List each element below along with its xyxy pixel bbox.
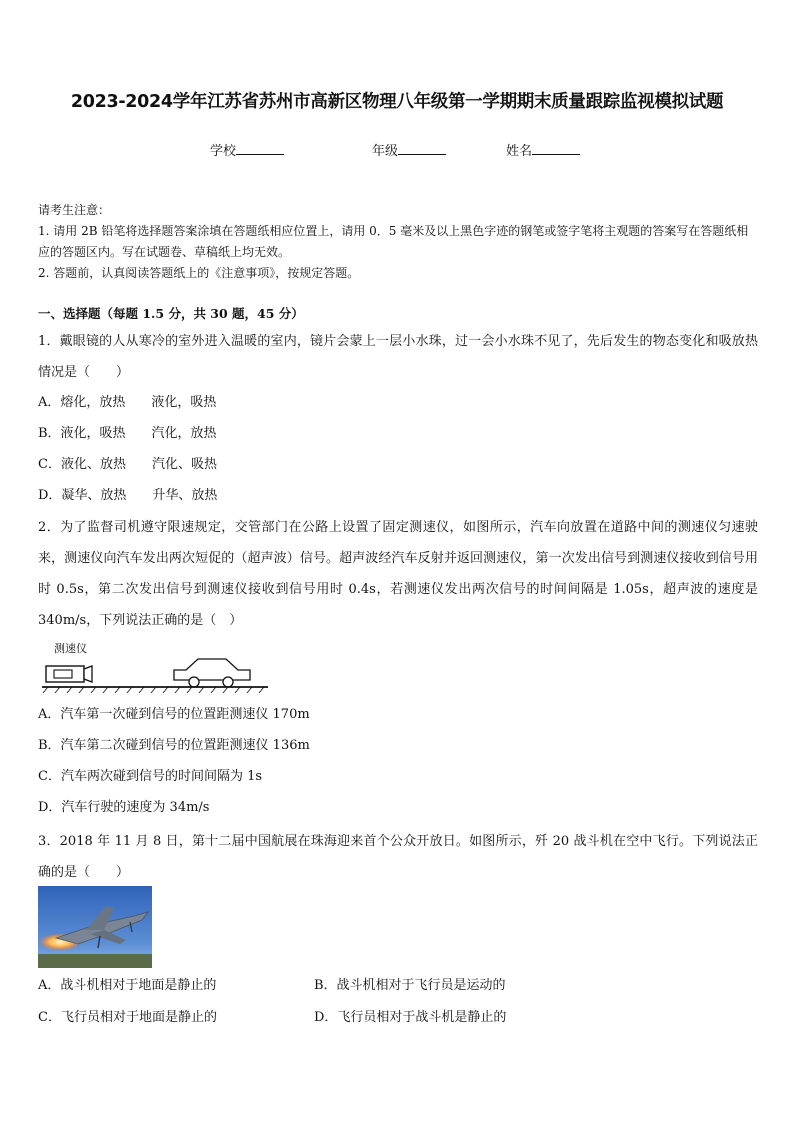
speed-camera-window [54,670,72,678]
name-blank [532,142,580,155]
notice-item-2: 2. 答题前，认真阅读答题纸上的《注意事项》，按规定答题。 [38,266,360,280]
q3-option-c: C．飞行员相对于地面是静止的 [38,1010,217,1025]
grade-label: 年级 [372,144,399,159]
school-field [210,140,284,159]
section-title: 一、选择题（每题 1.5 分，共 30 题，45 分） [38,306,304,321]
q2-option-b: B．汽车第二次碰到信号的位置距测速仪 136m [38,738,310,753]
q1-option-d: D．凝华、放热 升华、放热 [38,488,218,503]
question-1-stem: 1．戴眼镜的人从寒冷的室外进入温暖的室内，镜片会蒙上一层小水珠，过一会小水珠不见了，先后发生的物态变化和吸放热情况是（ ） [38,334,758,380]
ground-strip [38,954,152,968]
speed-camera-diagram [38,640,273,695]
school-blank [236,142,284,155]
q1-option-b: B．液化，吸热 汽化，放热 [38,426,217,441]
name-label: 姓名 [506,144,533,159]
school-label: 学校 [210,144,237,159]
fighter-jet-photo [38,886,152,968]
q2-option-d: D．汽车行驶的速度为 34m/s [38,800,210,815]
speed-camera-label: 测速仪 [54,642,87,655]
car-rear-wheel [223,677,233,687]
q3-option-d: D．飞行员相对于战斗机是静止的 [314,1010,507,1025]
exam-title: 2023-2024学年江苏省苏州市高新区物理八年级第一学期期末质量跟踪监视模拟试题 [70,92,724,112]
name-field [506,140,580,159]
question-2-stem: 2．为了监督司机遵守限速规定，交管部门在公路上设置了固定测速仪，如图所示，汽车向放置在道路中间的测速仪匀速驶来，测速仪向汽车发出两次短促的（超声波）信号。超声波经汽车反射并返回测速仪，第一次发出信号到测速仪接收到信号用时 0.5s，第二次发出信号到测速仪接收到信号用时 0.4s，若测速仪发出两次信号的时间间隔是 1.05s，超声波的速度是 340m/s，下列说法正确的是（ ） [38,520,758,628]
car-front-wheel [189,677,199,687]
notice-heading: 请考生注意： [38,203,111,217]
road-hatching [43,687,264,693]
q3-option-b: B．战斗机相对于飞行员是运动的 [314,978,506,993]
speed-camera-lens [84,666,92,682]
q2-option-c: C．汽车两次碰到信号的时间间隔为 1s [38,769,263,784]
q1-option-c: C．液化、放热 汽化、吸热 [38,457,217,472]
q3-option-a: A．战斗机相对于地面是静止的 [38,978,217,993]
question-3-stem: 3．2018 年 11 月 8 日，第十二届中国航展在珠海迎来首个公众开放日。如图所示，歼 20 战斗机在空中飞行。下列说法正确的是（ ） [38,834,758,880]
notice-item-1: 1. 请用 2B 铅笔将选择题答案涂填在答题纸相应位置上，请用 0．5 毫米及以上黑色字迹的钢笔或签字笔将主观题的答案写在答题纸相应的答题区内。写在试题卷、草稿纸上均无效。 [38,224,749,259]
car-body [174,659,250,680]
grade-field [372,140,446,159]
q1-option-a: A．熔化，放热 液化，吸热 [38,395,217,410]
q2-option-a: A．汽车第一次碰到信号的位置距测速仪 170m [38,707,310,722]
grade-blank [398,142,446,155]
